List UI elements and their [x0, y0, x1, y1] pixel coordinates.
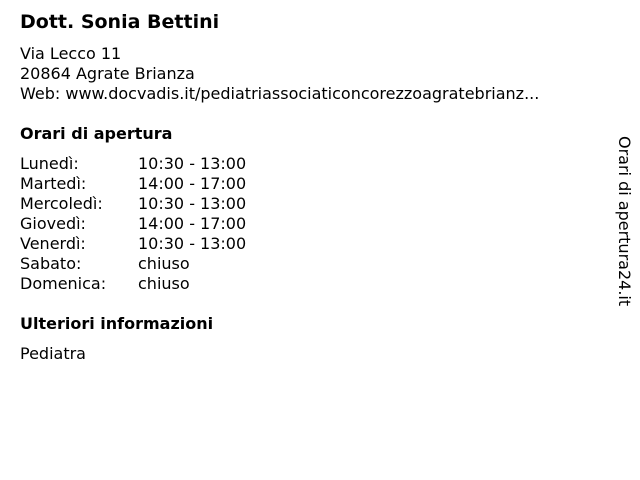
hours-day: Mercoledì:: [20, 194, 103, 213]
hours-time: chiuso: [138, 254, 190, 273]
hours-day: Martedì:: [20, 174, 87, 193]
hours-time: 10:30 - 13:00: [138, 154, 247, 173]
hours-time: chiuso: [138, 274, 190, 293]
hours-day: Venerdì:: [20, 234, 86, 253]
page-title: Dott. Sonia Bettini: [20, 11, 220, 33]
address-street: Via Lecco 11: [20, 44, 122, 63]
address-block: [20, 44, 539, 104]
more-info-text: Pediatra: [20, 344, 86, 363]
brand-watermark: [612, 136, 636, 308]
address-web[interactable]: Web: www.docvadis.it/pediatriassociaticoncorezzoagratebrianz...: [20, 84, 540, 103]
brand-text: Orari di apertura24.it: [615, 136, 634, 307]
hours-time: 14:00 - 17:00: [138, 214, 247, 233]
hours-time: 14:00 - 17:00: [138, 174, 247, 193]
address-city: 20864 Agrate Brianza: [20, 64, 195, 83]
hours-day: Sabato:: [20, 254, 82, 273]
hours-day: Domenica:: [20, 274, 107, 293]
hours-day: Giovedì:: [20, 214, 86, 233]
more-info-title: Ulteriori informazioni: [20, 314, 214, 333]
hours-time: 10:30 - 13:00: [138, 194, 247, 213]
opening-hours-title: Orari di apertura: [20, 124, 173, 143]
hours-day: Lunedì:: [20, 154, 79, 173]
hours-time: 10:30 - 13:00: [138, 234, 247, 253]
